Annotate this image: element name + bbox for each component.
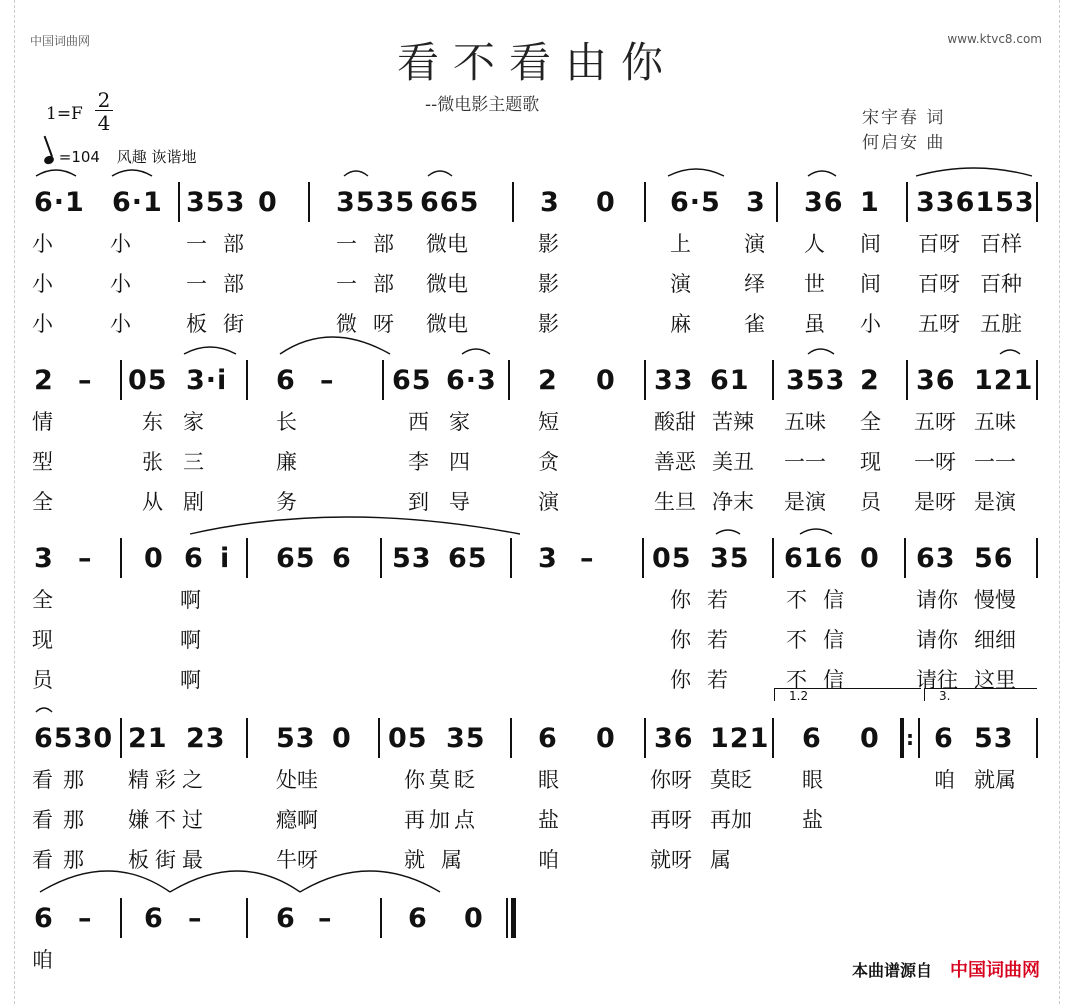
lyric: 演 <box>744 232 765 256</box>
lyric: 世 <box>804 272 825 296</box>
lyric: 看那 <box>32 808 94 832</box>
lyric: 长 <box>276 410 297 434</box>
site-watermark-right: www.ktvc8.com <box>947 32 1042 46</box>
note-group: 2 <box>860 364 880 396</box>
note-group: 0 <box>144 542 164 574</box>
song-subtitle: --微电影主题歌 <box>425 95 540 115</box>
note-group: 3 <box>538 542 558 574</box>
lyric: 一部 <box>336 272 410 296</box>
lyric: 小 <box>32 272 53 296</box>
lyric: 啊 <box>180 668 201 692</box>
note-group: 6 <box>802 722 822 754</box>
note-group: – <box>580 542 595 574</box>
note-group: 6 <box>934 722 954 754</box>
lyric: 务 <box>276 490 297 514</box>
slur-mark <box>112 170 152 176</box>
note-group: 6·5 <box>670 186 721 218</box>
lyric: 小 <box>32 312 53 336</box>
lyric: 酸甜 <box>654 410 696 434</box>
lyric: 盐 <box>538 808 559 832</box>
note-group: 6 <box>332 542 352 574</box>
lyric: 苦辣 <box>712 410 754 434</box>
lyric: 你若 <box>670 588 744 612</box>
slur-mark <box>280 337 390 354</box>
note-group: 6 <box>538 722 558 754</box>
lyric: 李四 <box>408 450 490 474</box>
note-group: 65 <box>276 542 316 574</box>
lyric: 不信 <box>786 668 860 692</box>
lyric: 微电 <box>426 312 468 336</box>
slur-mark <box>40 871 170 892</box>
note-group: 6 <box>408 902 428 934</box>
lyric: 雀 <box>744 312 765 336</box>
note-group: – <box>318 902 333 934</box>
note-group: 0 <box>860 542 880 574</box>
lyric: 微呀 <box>336 312 410 336</box>
slur-mark <box>808 349 834 354</box>
lyric: 净末 <box>712 490 754 514</box>
note-group: 0 <box>596 186 616 218</box>
lyric: 短 <box>538 410 559 434</box>
lyric: 生旦 <box>654 490 696 514</box>
note-group: 53 <box>276 722 316 754</box>
slur-mark <box>184 347 236 354</box>
lyric: 就属 <box>974 768 1016 792</box>
lyric: 莫眨 <box>710 768 752 792</box>
note-group: 05 <box>388 722 428 754</box>
lyric: 瘾啊 <box>276 808 318 832</box>
repeat-dots-icon: : <box>906 726 915 750</box>
lyric: 五味 <box>974 410 1016 434</box>
note-group: 6 <box>184 542 204 574</box>
lyric: 嫌不过 <box>128 808 209 832</box>
lyric: 小 <box>110 312 131 336</box>
lyric: 员 <box>32 668 53 692</box>
lyric: 廉 <box>276 450 297 474</box>
note-group: 63 <box>916 542 956 574</box>
lyric: 全 <box>32 490 53 514</box>
note-group: 36 <box>654 722 694 754</box>
lyric: 绎 <box>744 272 765 296</box>
note-group: 35 <box>710 542 750 574</box>
lyric: 慢慢 <box>974 588 1016 612</box>
lyric: 贪 <box>538 450 559 474</box>
note-group: – <box>188 902 203 934</box>
song-title: 看不看由你 <box>396 38 677 87</box>
note-group: 6 <box>144 902 164 934</box>
slur-mark <box>36 170 76 176</box>
lyric: 处哇 <box>276 768 318 792</box>
lyric: 一部 <box>186 272 260 296</box>
note-group: – <box>78 364 93 396</box>
note-group: 65 <box>448 542 488 574</box>
note-group: 3 <box>746 186 766 218</box>
lyric: 请往 <box>916 668 958 692</box>
lyric: 员 <box>860 490 881 514</box>
lyric: 间 <box>860 272 881 296</box>
note-group: 35 <box>446 722 486 754</box>
lyric: 百样 <box>980 232 1022 256</box>
lyric: 咱 <box>934 768 955 792</box>
note-group: 05 <box>128 364 168 396</box>
tempo-expression: 风趣 诙谐地 <box>116 148 197 166</box>
lyric: 板街最 <box>128 848 209 872</box>
note-group: 353 <box>786 364 846 396</box>
lyric: 精彩之 <box>128 768 209 792</box>
note-group: 61 <box>710 364 750 396</box>
lyric: 美丑 <box>712 450 754 474</box>
lyric: 上 <box>670 232 691 256</box>
note-group: 0 <box>332 722 352 754</box>
note-group: 0 <box>596 364 616 396</box>
lyric: 就呀 <box>650 848 692 872</box>
lyric: 再加 <box>710 808 752 832</box>
lyric: 请你 <box>916 628 958 652</box>
lyric: 现 <box>860 450 881 474</box>
lyric: 五脏 <box>980 312 1022 336</box>
lyric: 你若 <box>670 628 744 652</box>
lyric: 再加点 <box>404 808 479 832</box>
lyric: 你呀 <box>650 768 692 792</box>
note-group: 53 <box>974 722 1014 754</box>
lyric: 影 <box>538 312 559 336</box>
lyric: 微电 <box>426 232 468 256</box>
lyric: 牛呀 <box>276 848 318 872</box>
note-group: 1 <box>860 186 880 218</box>
lyric: 百种 <box>980 272 1022 296</box>
slur-mark <box>800 529 832 534</box>
lyric: 微电 <box>426 272 468 296</box>
lyric: 就属 <box>404 848 478 872</box>
note-group: 2 <box>538 364 558 396</box>
note-group: – <box>78 902 93 934</box>
lyric: 善恶 <box>654 450 696 474</box>
lyric: 人 <box>804 232 825 256</box>
site-watermark-left: 中国词曲网 <box>30 34 91 48</box>
lyric: 情 <box>32 410 53 434</box>
lyric: 再呀 <box>650 808 692 832</box>
lyric: 你若 <box>670 668 744 692</box>
lyric: 张三 <box>142 450 224 474</box>
lyric: 是演 <box>974 490 1016 514</box>
lyric: 不信 <box>786 588 860 612</box>
source-label: 本曲谱源自 <box>851 961 932 980</box>
key-signature: 1=F <box>46 104 83 124</box>
lyric: 从剧 <box>142 490 224 514</box>
note-group: 6·1 <box>112 186 163 218</box>
lyric: 百呀 <box>918 272 960 296</box>
volta-label: 1.2 <box>789 689 809 703</box>
lyric: 一呀 <box>914 450 956 474</box>
volta-label: 3. <box>939 689 951 703</box>
slur-mark <box>36 708 52 712</box>
lyric: 小 <box>110 272 131 296</box>
slur-mark <box>170 871 300 892</box>
slur-mark <box>916 168 1032 176</box>
tempo-value: =104 <box>58 148 100 166</box>
note-group: 0 <box>258 186 278 218</box>
lyric: 啊 <box>180 588 201 612</box>
note-group: 121 <box>974 364 1034 396</box>
lyric: 小 <box>32 232 53 256</box>
note-group: 21 <box>128 722 168 754</box>
note-group: 336153 <box>916 186 1035 218</box>
lyric: 虽 <box>804 312 825 336</box>
note-group: 05 <box>652 542 692 574</box>
lyric: 一部 <box>186 232 260 256</box>
lyric: 间 <box>860 232 881 256</box>
lyric: 全 <box>860 410 881 434</box>
lyric: 盐 <box>802 808 823 832</box>
note-group: 6·3 <box>446 364 497 396</box>
slur-mark <box>716 530 740 534</box>
note-group: – <box>78 542 93 574</box>
lyric: 五呀 <box>914 410 956 434</box>
note-group: 0 <box>860 722 880 754</box>
lyric: 一部 <box>336 232 410 256</box>
note-group: 6 <box>276 364 296 396</box>
lyric: 眼 <box>538 768 559 792</box>
lyric: 看那 <box>32 848 94 872</box>
lyric: 一一 <box>974 450 1016 474</box>
lyricist-credit: 宋宇春 词 <box>862 108 946 128</box>
note-group: 6 <box>34 902 54 934</box>
note-group: 36 <box>804 186 844 218</box>
time-signature-top: 2 <box>97 88 111 112</box>
note-group: 3 <box>34 542 54 574</box>
composer-credit: 何启安 曲 <box>862 133 946 153</box>
lyric: 板街 <box>186 312 260 336</box>
note-group: 616 <box>784 542 844 574</box>
source-site-logo[interactable]: 中国词曲网 <box>950 960 1040 981</box>
slur-mark <box>462 349 490 354</box>
lyric: 东家 <box>142 410 224 434</box>
note-group: 6 <box>276 902 296 934</box>
lyric: 影 <box>538 232 559 256</box>
slur-mark <box>190 517 520 534</box>
slur-mark <box>300 871 440 892</box>
lyric: 西家 <box>408 410 490 434</box>
lyric: 是呀 <box>914 490 956 514</box>
lyric: 咱 <box>538 848 559 872</box>
lyric: 你莫眨 <box>404 768 479 792</box>
lyric: 麻 <box>670 312 691 336</box>
slur-mark <box>1000 350 1020 354</box>
lyric: 五味 <box>784 410 826 434</box>
lyric: 属 <box>710 848 731 872</box>
note-group: 56 <box>974 542 1014 574</box>
note-group: 0 <box>464 902 484 934</box>
lyric: 是演 <box>784 490 826 514</box>
lyric: 到导 <box>408 490 490 514</box>
note-group: 0 <box>596 722 616 754</box>
slur-mark <box>344 171 368 176</box>
note-group: 353 <box>186 186 246 218</box>
lyric: 不信 <box>786 628 860 652</box>
slur-mark <box>668 169 724 176</box>
lyric: 这里 <box>974 668 1016 692</box>
note-group: 3·i <box>186 364 228 396</box>
lyric: 小 <box>110 232 131 256</box>
lyric: 影 <box>538 272 559 296</box>
time-signature-bottom: 4 <box>97 111 111 135</box>
lyric: 五呀 <box>918 312 960 336</box>
lyric: 咱 <box>32 948 53 972</box>
note-group: 53 <box>392 542 432 574</box>
lyric: 型 <box>32 450 53 474</box>
lyric: 小 <box>860 312 881 336</box>
note-group: 2 <box>34 364 54 396</box>
note-group: 6·1 <box>34 186 85 218</box>
lyric: 啊 <box>180 628 201 652</box>
note-group: 36 <box>916 364 956 396</box>
slur-mark <box>428 171 452 176</box>
lyric: 演 <box>670 272 691 296</box>
lyric: 细细 <box>974 628 1016 652</box>
lyric: 百呀 <box>918 232 960 256</box>
slur-mark <box>808 171 836 176</box>
note-group: 3535 <box>336 186 416 218</box>
lyric: 演 <box>538 490 559 514</box>
note-group: 23 <box>186 722 226 754</box>
lyric: 一一 <box>784 450 826 474</box>
note-group: 665 <box>420 186 480 218</box>
note-group: 121 <box>710 722 770 754</box>
note-group: i <box>220 542 231 574</box>
lyric: 看那 <box>32 768 94 792</box>
note-group: – <box>320 364 335 396</box>
note-group: 3 <box>540 186 560 218</box>
lyric: 请你 <box>916 588 958 612</box>
note-group: 65 <box>392 364 432 396</box>
lyric: 眼 <box>802 768 823 792</box>
note-group: 33 <box>654 364 694 396</box>
note-group: 6530 <box>34 722 114 754</box>
lyric: 现 <box>32 628 53 652</box>
lyric: 全 <box>32 588 53 612</box>
